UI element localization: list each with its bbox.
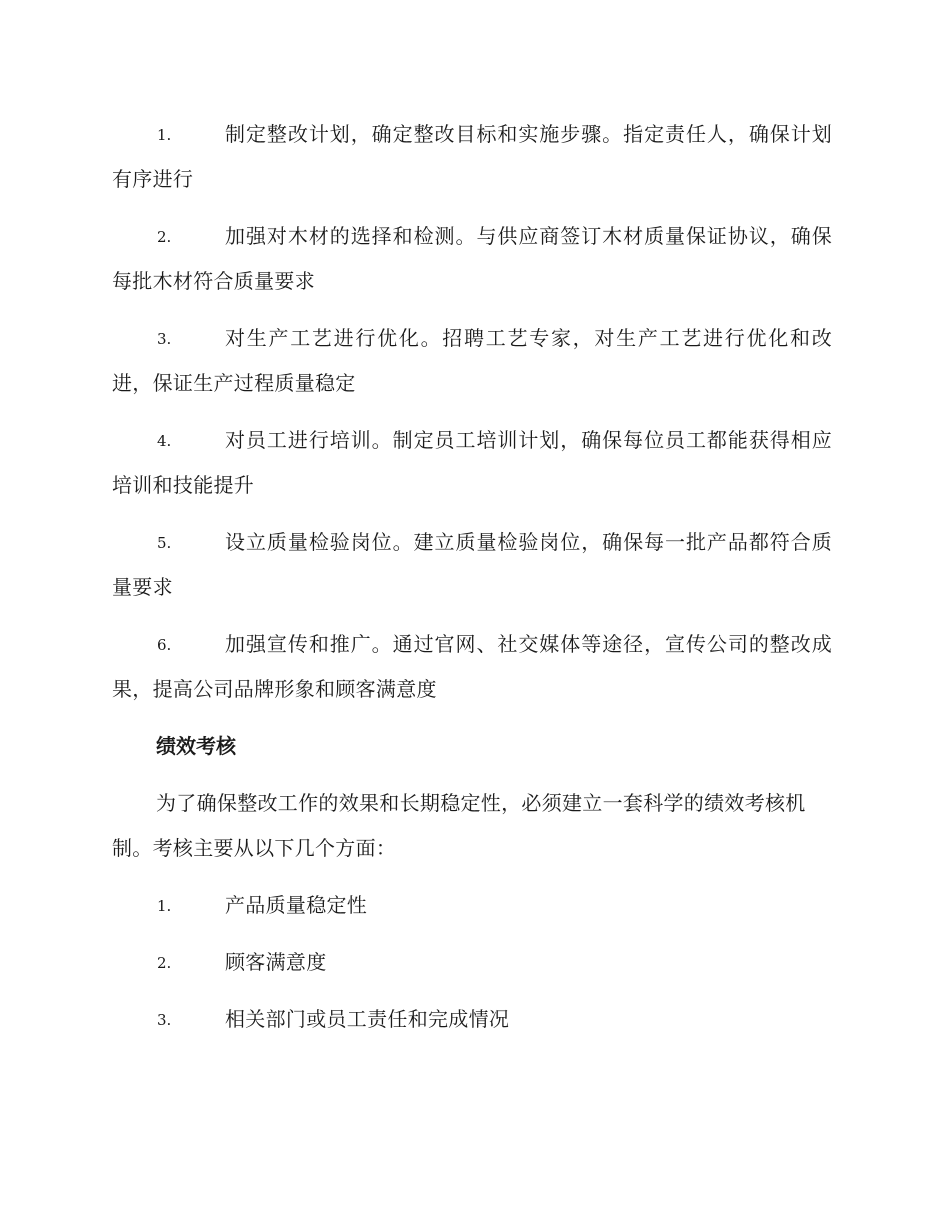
list-number: 4. bbox=[157, 432, 172, 450]
list-text: 加强对木材的选择和检测。与供应商签订木材质量保证协议，确保每批木材符合质量要求 bbox=[112, 224, 832, 293]
list-item bbox=[112, 418, 832, 508]
list-item bbox=[112, 520, 832, 610]
list-number: 2. bbox=[157, 954, 172, 972]
list-item bbox=[112, 940, 832, 985]
list-item bbox=[112, 883, 832, 928]
list-number: 1. bbox=[157, 897, 172, 915]
list-item bbox=[112, 112, 832, 202]
list-item bbox=[112, 316, 832, 406]
list-number: 5. bbox=[157, 534, 172, 552]
list-text: 制定整改计划，确定整改目标和实施步骤。指定责任人，确保计划有序进行 bbox=[112, 122, 832, 191]
section-heading: 绩效考核 bbox=[156, 734, 236, 758]
document-content bbox=[112, 112, 832, 1054]
list-item bbox=[112, 214, 832, 304]
list-text: 加强宣传和推广。通过官网、社交媒体等途径，宣传公司的整改成果，提高公司品牌形象和顾客满意度 bbox=[112, 632, 832, 701]
list-number: 3. bbox=[157, 1011, 172, 1029]
list-text: 相关部门或员工责任和完成情况 bbox=[225, 1007, 510, 1031]
list-item bbox=[112, 622, 832, 712]
list-number: 1. bbox=[157, 126, 172, 144]
list-number: 3. bbox=[157, 330, 172, 348]
intro-paragraph: 为了确保整改工作的效果和长期稳定性，必须建立一套科学的绩效考核机制。考核主要从以下几个方面： bbox=[112, 791, 806, 860]
list-text: 顾客满意度 bbox=[225, 950, 327, 974]
list-number: 6. bbox=[157, 636, 172, 654]
list-text: 设立质量检验岗位。建立质量检验岗位，确保每一批产品都符合质量要求 bbox=[112, 530, 832, 599]
list-text: 对生产工艺进行优化。招聘工艺专家，对生产工艺进行优化和改进，保证生产过程质量稳定 bbox=[112, 326, 832, 395]
list-number: 2. bbox=[157, 228, 172, 246]
list-item bbox=[112, 997, 832, 1042]
list-text: 产品质量稳定性 bbox=[225, 893, 368, 917]
list-text: 对员工进行培训。制定员工培训计划，确保每位员工都能获得相应培训和技能提升 bbox=[112, 428, 832, 497]
